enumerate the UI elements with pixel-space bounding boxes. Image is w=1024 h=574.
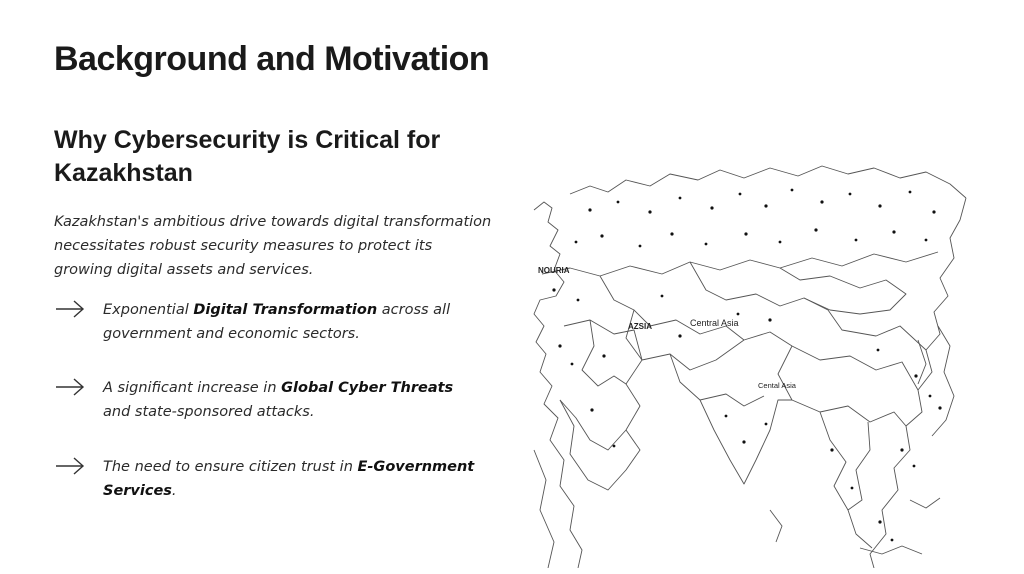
slide-title: Background and Motivation [54, 40, 490, 78]
bullet-highlight: Global Cyber Threats [281, 380, 454, 396]
bullet-highlight: Digital Transformation [193, 302, 378, 318]
asia-outline-map [530, 150, 970, 568]
map-border-mongolia [780, 268, 906, 314]
slide-subtitle: Why Cybersecurity is Critical for Kazakhstan [54, 126, 441, 187]
arrow-right-icon [54, 456, 86, 476]
map-border-india [670, 354, 792, 484]
arrow-right-icon [54, 299, 86, 319]
bullet-text: Exponential Digital Transformation across all government and economic sectors. [103, 302, 451, 342]
map-japan [932, 326, 954, 436]
arrow-right-icon [54, 377, 86, 397]
map-label-nouria: NOURIA [538, 266, 570, 275]
bullet-highlight: E-Government Services [103, 459, 475, 499]
map-label-cental-asia: Cental Asia [758, 381, 796, 390]
map-islands [770, 498, 940, 554]
map-coastline-north [570, 166, 966, 198]
bullet-item [54, 455, 494, 503]
map-label-azsia: AZSIA [628, 322, 652, 331]
map-border-china [792, 310, 926, 390]
map-border-middle-east [560, 320, 642, 450]
map-label-central-asia: Central Asia [690, 318, 739, 328]
intro-paragraph: Kazakhstan's ambitious drive towards digital transformation necessitates robust security measures to protect its growing digital assets and services. [54, 214, 492, 278]
map-border-central [600, 276, 792, 346]
bullet-item [54, 376, 494, 424]
map-border-southeast [820, 412, 870, 510]
bullet-text: The need to ensure citizen trust in E-Government Services. [103, 459, 475, 499]
bullet-text: A significant increase in Global Cyber Threats and state-sponsored attacks. [103, 380, 454, 420]
bullet-item [54, 298, 494, 346]
map-border-russia [542, 252, 938, 276]
